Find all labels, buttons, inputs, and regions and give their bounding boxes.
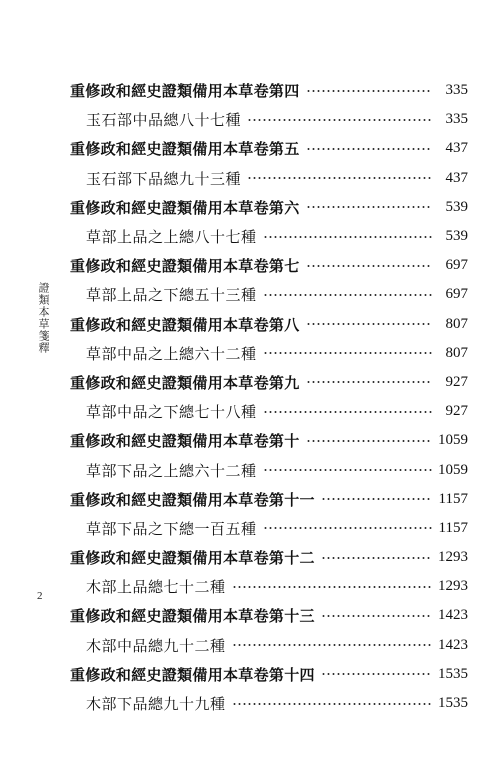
toc-volume-entry xyxy=(0,134,500,163)
toc-entry-page-number: 437 xyxy=(445,140,468,157)
table-of-contents xyxy=(0,76,500,718)
toc-entry-title: 重修政和經史證類備用本草卷第九 xyxy=(70,373,300,392)
toc-section-entry xyxy=(0,339,500,368)
toc-entry-page-number: 927 xyxy=(445,373,468,390)
toc-entry-page-number: 1293 xyxy=(438,549,468,566)
toc-volume-entry xyxy=(0,310,500,339)
toc-section-entry xyxy=(0,689,500,718)
toc-entry-page-number: 335 xyxy=(445,82,468,99)
toc-entry-page-number: 807 xyxy=(445,344,468,361)
toc-volume-entry xyxy=(0,543,500,572)
dot-leader xyxy=(263,236,432,238)
toc-entry-page-number: 1423 xyxy=(438,636,468,653)
toc-volume-entry xyxy=(0,251,500,280)
dot-leader xyxy=(263,469,432,471)
dot-leader xyxy=(247,119,432,121)
dot-leader xyxy=(306,265,432,267)
toc-entry-page-number: 1535 xyxy=(438,665,468,682)
page-number: 2 xyxy=(37,590,43,602)
toc-volume-entry xyxy=(0,76,500,105)
dot-leader xyxy=(306,90,432,92)
dot-leader xyxy=(306,381,432,383)
toc-section-entry xyxy=(0,397,500,426)
dot-leader xyxy=(321,673,432,675)
dot-leader xyxy=(306,323,432,325)
toc-entry-title: 木部上品總七十二種 xyxy=(86,578,226,597)
toc-entry-title: 重修政和經史證類備用本草卷第十二 xyxy=(70,549,315,568)
dot-leader xyxy=(247,177,432,179)
toc-entry-page-number: 437 xyxy=(445,169,468,186)
toc-entry-page-number: 807 xyxy=(445,315,468,332)
dot-leader xyxy=(232,703,432,705)
toc-entry-title: 重修政和經史證類備用本草卷第四 xyxy=(70,82,300,101)
toc-entry-title: 木部下品總九十九種 xyxy=(86,695,226,714)
toc-entry-title: 重修政和經史證類備用本草卷第七 xyxy=(70,257,300,276)
running-head: 證類本草箋釋 xyxy=(37,282,50,354)
toc-section-entry xyxy=(0,164,500,193)
toc-entry-page-number: 335 xyxy=(445,111,468,128)
toc-entry-title: 重修政和經史證類備用本草卷第十一 xyxy=(70,490,315,509)
toc-section-entry xyxy=(0,105,500,134)
toc-entry-title: 草部中品之下總七十八種 xyxy=(86,403,257,422)
dot-leader xyxy=(306,440,432,442)
toc-section-entry xyxy=(0,280,500,309)
toc-entry-page-number: 539 xyxy=(445,198,468,215)
toc-entry-page-number: 697 xyxy=(445,257,468,274)
toc-entry-page-number: 1059 xyxy=(438,432,468,449)
toc-entry-title: 草部上品之下總五十三種 xyxy=(86,286,257,305)
dot-leader xyxy=(321,557,432,559)
toc-section-entry xyxy=(0,631,500,660)
toc-volume-entry xyxy=(0,368,500,397)
toc-entry-title: 玉石部中品總八十七種 xyxy=(86,111,242,130)
dot-leader xyxy=(263,294,432,296)
dot-leader xyxy=(321,498,432,500)
toc-volume-entry xyxy=(0,660,500,689)
toc-entry-title: 玉石部下品總九十三種 xyxy=(86,169,242,188)
toc-entry-page-number: 1293 xyxy=(438,578,468,595)
toc-section-entry xyxy=(0,455,500,484)
toc-entry-page-number: 1059 xyxy=(438,461,468,478)
dot-leader xyxy=(232,644,432,646)
toc-entry-page-number: 927 xyxy=(445,403,468,420)
dot-leader xyxy=(321,615,432,617)
toc-entry-title: 草部中品之上總六十二種 xyxy=(86,344,257,363)
dot-leader xyxy=(263,527,432,529)
toc-volume-entry xyxy=(0,485,500,514)
toc-entry-page-number: 1157 xyxy=(438,490,468,507)
dot-leader xyxy=(232,586,432,588)
toc-section-entry xyxy=(0,514,500,543)
toc-entry-page-number: 697 xyxy=(445,286,468,303)
toc-section-entry xyxy=(0,572,500,601)
toc-entry-title: 草部上品之上總八十七種 xyxy=(86,228,257,247)
dot-leader xyxy=(306,148,432,150)
toc-entry-title: 重修政和經史證類備用本草卷第八 xyxy=(70,315,300,334)
toc-entry-page-number: 1423 xyxy=(438,607,468,624)
toc-section-entry xyxy=(0,222,500,251)
toc-entry-title: 重修政和經史證類備用本草卷第五 xyxy=(70,140,300,159)
toc-entry-title: 重修政和經史證類備用本草卷第六 xyxy=(70,198,300,217)
toc-entry-title: 草部下品之上總六十二種 xyxy=(86,461,257,480)
toc-entry-title: 重修政和經史證類備用本草卷第十 xyxy=(70,432,300,451)
toc-entry-title: 重修政和經史證類備用本草卷第十三 xyxy=(70,607,315,626)
dot-leader xyxy=(263,411,432,413)
dot-leader xyxy=(306,206,432,208)
toc-volume-entry xyxy=(0,193,500,222)
toc-entry-page-number: 1535 xyxy=(438,695,468,712)
dot-leader xyxy=(263,352,432,354)
toc-entry-page-number: 1157 xyxy=(438,519,468,536)
toc-volume-entry xyxy=(0,426,500,455)
toc-entry-title: 木部中品總九十二種 xyxy=(86,636,226,655)
toc-entry-page-number: 539 xyxy=(445,228,468,245)
toc-entry-title: 草部下品之下總一百五種 xyxy=(86,519,257,538)
toc-entry-title: 重修政和經史證類備用本草卷第十四 xyxy=(70,665,315,684)
toc-volume-entry xyxy=(0,601,500,630)
